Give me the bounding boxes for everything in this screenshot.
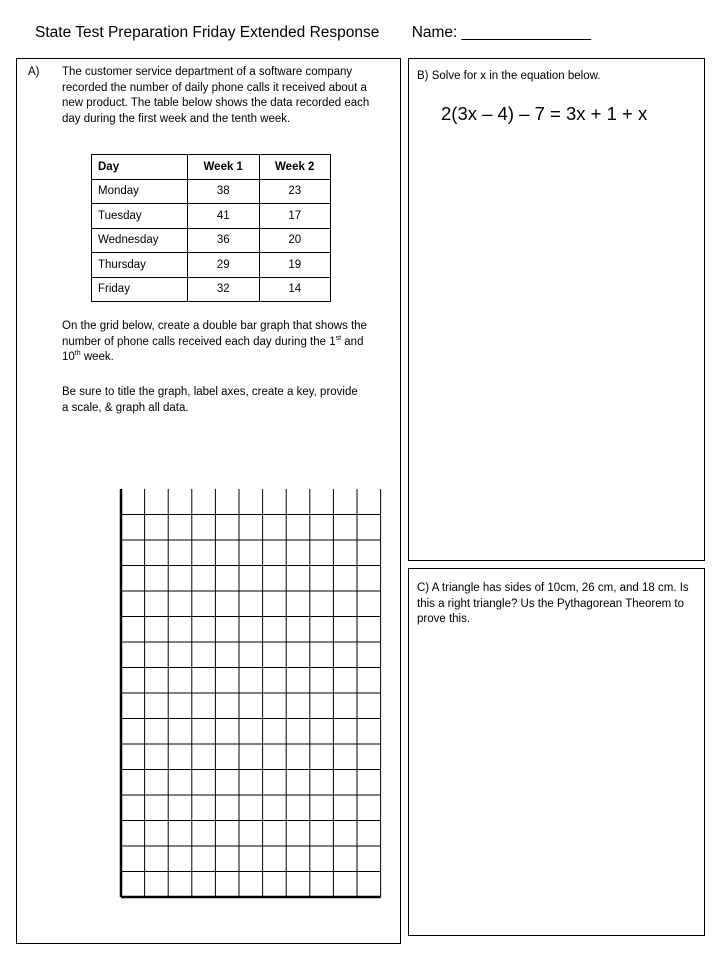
table-header-day: Day [92,155,188,180]
part-c-prompt: C) A triangle has sides of 10cm, 26 cm, and 18 cm. Is this a right triangle? Us the Pythagorean Theorem to prove this. [417,582,689,625]
table-cell-week1: 36 [188,228,260,253]
table-cell-day: Thursday [92,253,188,278]
table-row [92,277,331,302]
phone-calls-table [91,154,331,302]
ordinal-suffix: th [74,350,81,357]
part-c-panel [408,568,705,936]
part-a-intro: The customer service department of a software company recorded the number of daily phone calls it received about a new product. The table below shows the data recorded each day during the first week and the tenth week. [62,66,370,125]
part-a-letter: A) [28,66,40,78]
table-header-week2: Week 2 [259,155,331,180]
table-cell-day: Tuesday [92,204,188,229]
table-cell-week1: 29 [188,253,260,278]
table-cell-day: Wednesday [92,228,188,253]
part-b-panel [408,58,705,561]
graph-reminder: Be sure to title the graph, label axes, create a key, provide a scale, & graph all data. [62,386,358,414]
instruction-text: week. [80,351,114,363]
table-cell-week1: 41 [188,204,260,229]
table-cell-week2: 19 [259,253,331,278]
equation: 2(3x – 4) – 7 = 3x + 1 + x [441,103,648,124]
table-cell-week1: 32 [188,277,260,302]
table-row [92,179,331,204]
worksheet-title: State Test Preparation Friday Extended Response [35,24,380,41]
table-cell-week1: 38 [188,179,260,204]
table-cell-week2: 14 [259,277,331,302]
ordinal-suffix: st [335,334,342,342]
table-cell-day: Friday [92,277,188,302]
table-cell-day: Monday [92,179,188,204]
table-cell-week2: 17 [259,204,331,229]
table-row [92,204,331,229]
instruction-text: and 10 [62,335,364,363]
table-cell-week2: 20 [259,228,331,253]
worksheet-header [35,24,591,42]
table-header-row [92,155,331,180]
blank-graph-grid[interactable] [119,489,387,901]
part-a-panel [16,58,401,944]
name-field[interactable]: Name: _______________ [411,24,591,41]
instruction-text: On the grid below, create a double bar graph that shows the number of phone calls received each day during the 1 [62,320,367,348]
table-row [92,228,331,253]
table-row [92,253,331,278]
table-header-week1: Week 1 [188,155,260,180]
table-cell-week2: 23 [259,179,331,204]
part-b-prompt: B) Solve for x in the equation below. [417,70,601,82]
graph-instruction [62,319,367,366]
